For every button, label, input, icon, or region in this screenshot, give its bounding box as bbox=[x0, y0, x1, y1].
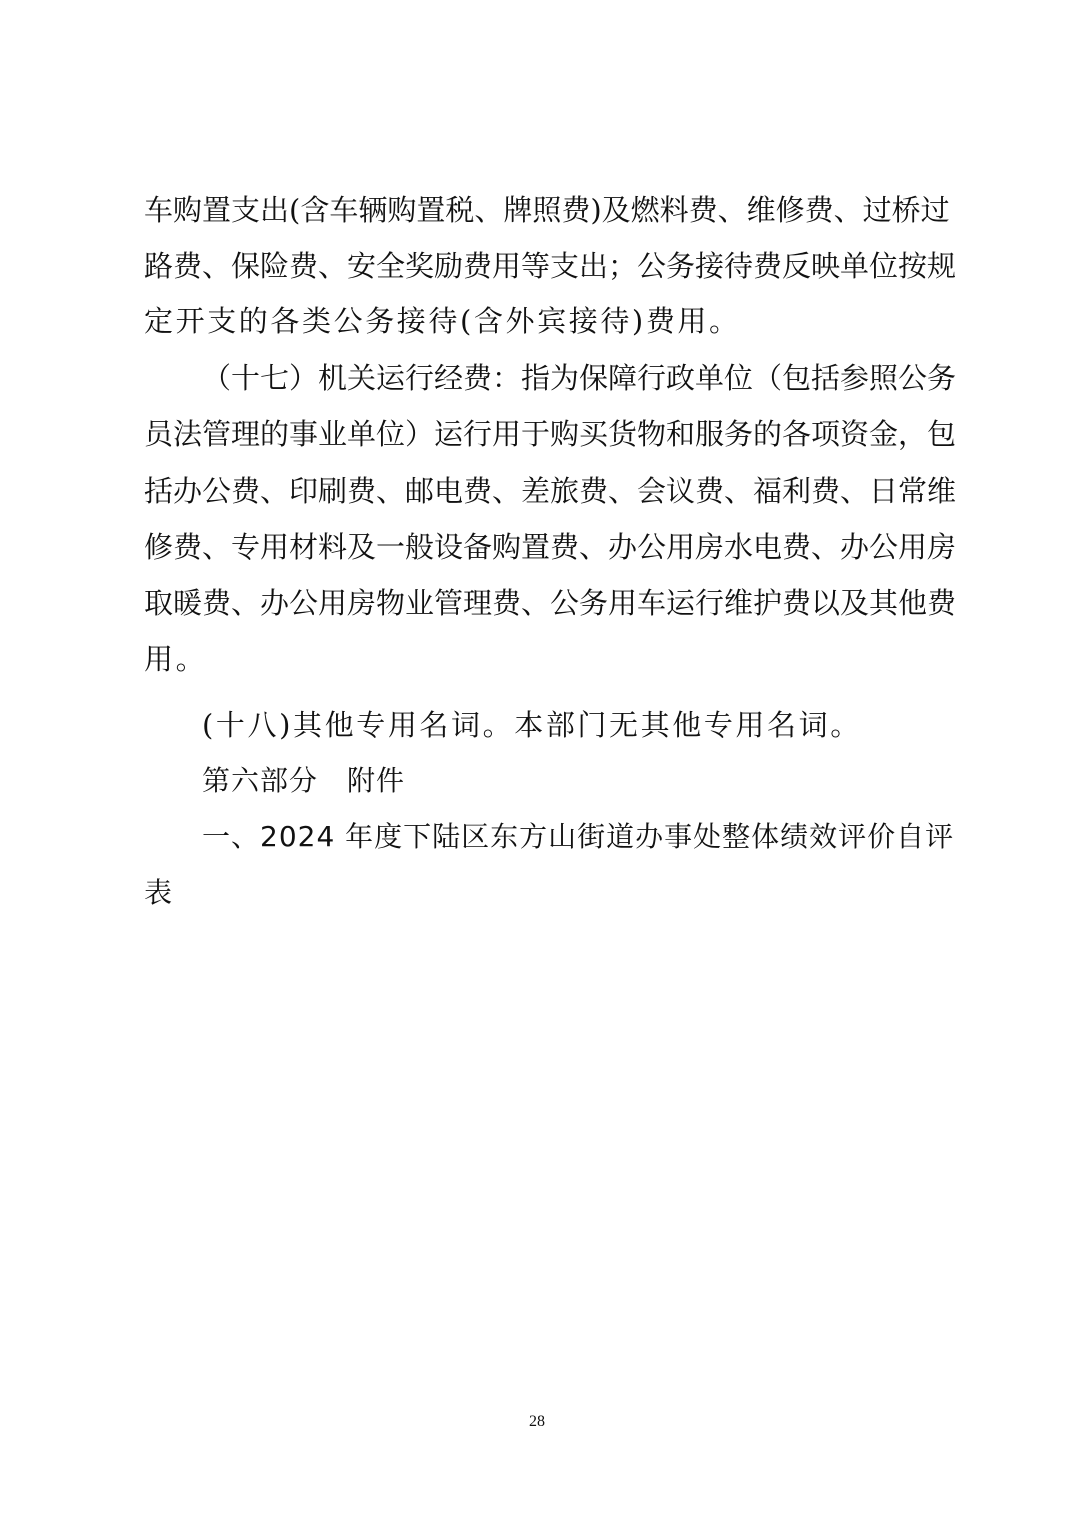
attachment-title-line: 表 bbox=[144, 876, 174, 909]
paragraph-line: (十八)其他专用名词。本部门无其他专用名词。 bbox=[202, 708, 862, 742]
paragraph-line: 路费、保险费、安全奖励费用等支出；公务接待费反映单位按规 bbox=[144, 249, 957, 283]
attachment-title-line: 一、2024 年度下陆区东方山街道办事处整体绩效评价自评 bbox=[202, 820, 955, 853]
paragraph-line: 员法管理的事业单位）运行用于购买货物和服务的各项资金，包 bbox=[144, 417, 957, 451]
paragraph-line: 括办公费、印刷费、邮电费、差旅费、会议费、福利费、日常维 bbox=[144, 474, 957, 508]
page-number: 28 bbox=[529, 1413, 545, 1430]
section-heading: 第六部分 附件 bbox=[202, 764, 406, 797]
paragraph-line: 取暖费、办公用房物业管理费、公务用车运行维护费以及其他费 bbox=[144, 586, 957, 620]
paragraph-line: 用。 bbox=[144, 642, 208, 676]
paragraph-line: 修费、专用材料及一般设备购置费、办公用房水电费、办公用房 bbox=[144, 530, 957, 564]
paragraph-line: （十七）机关运行经费：指为保障行政单位（包括参照公务 bbox=[202, 361, 957, 395]
paragraph-line: 定开支的各类公务接待(含外宾接待)费用。 bbox=[144, 304, 741, 338]
paragraph-line: 车购置支出(含车辆购置税、牌照费)及燃料费、维修费、过桥过 bbox=[144, 193, 950, 227]
